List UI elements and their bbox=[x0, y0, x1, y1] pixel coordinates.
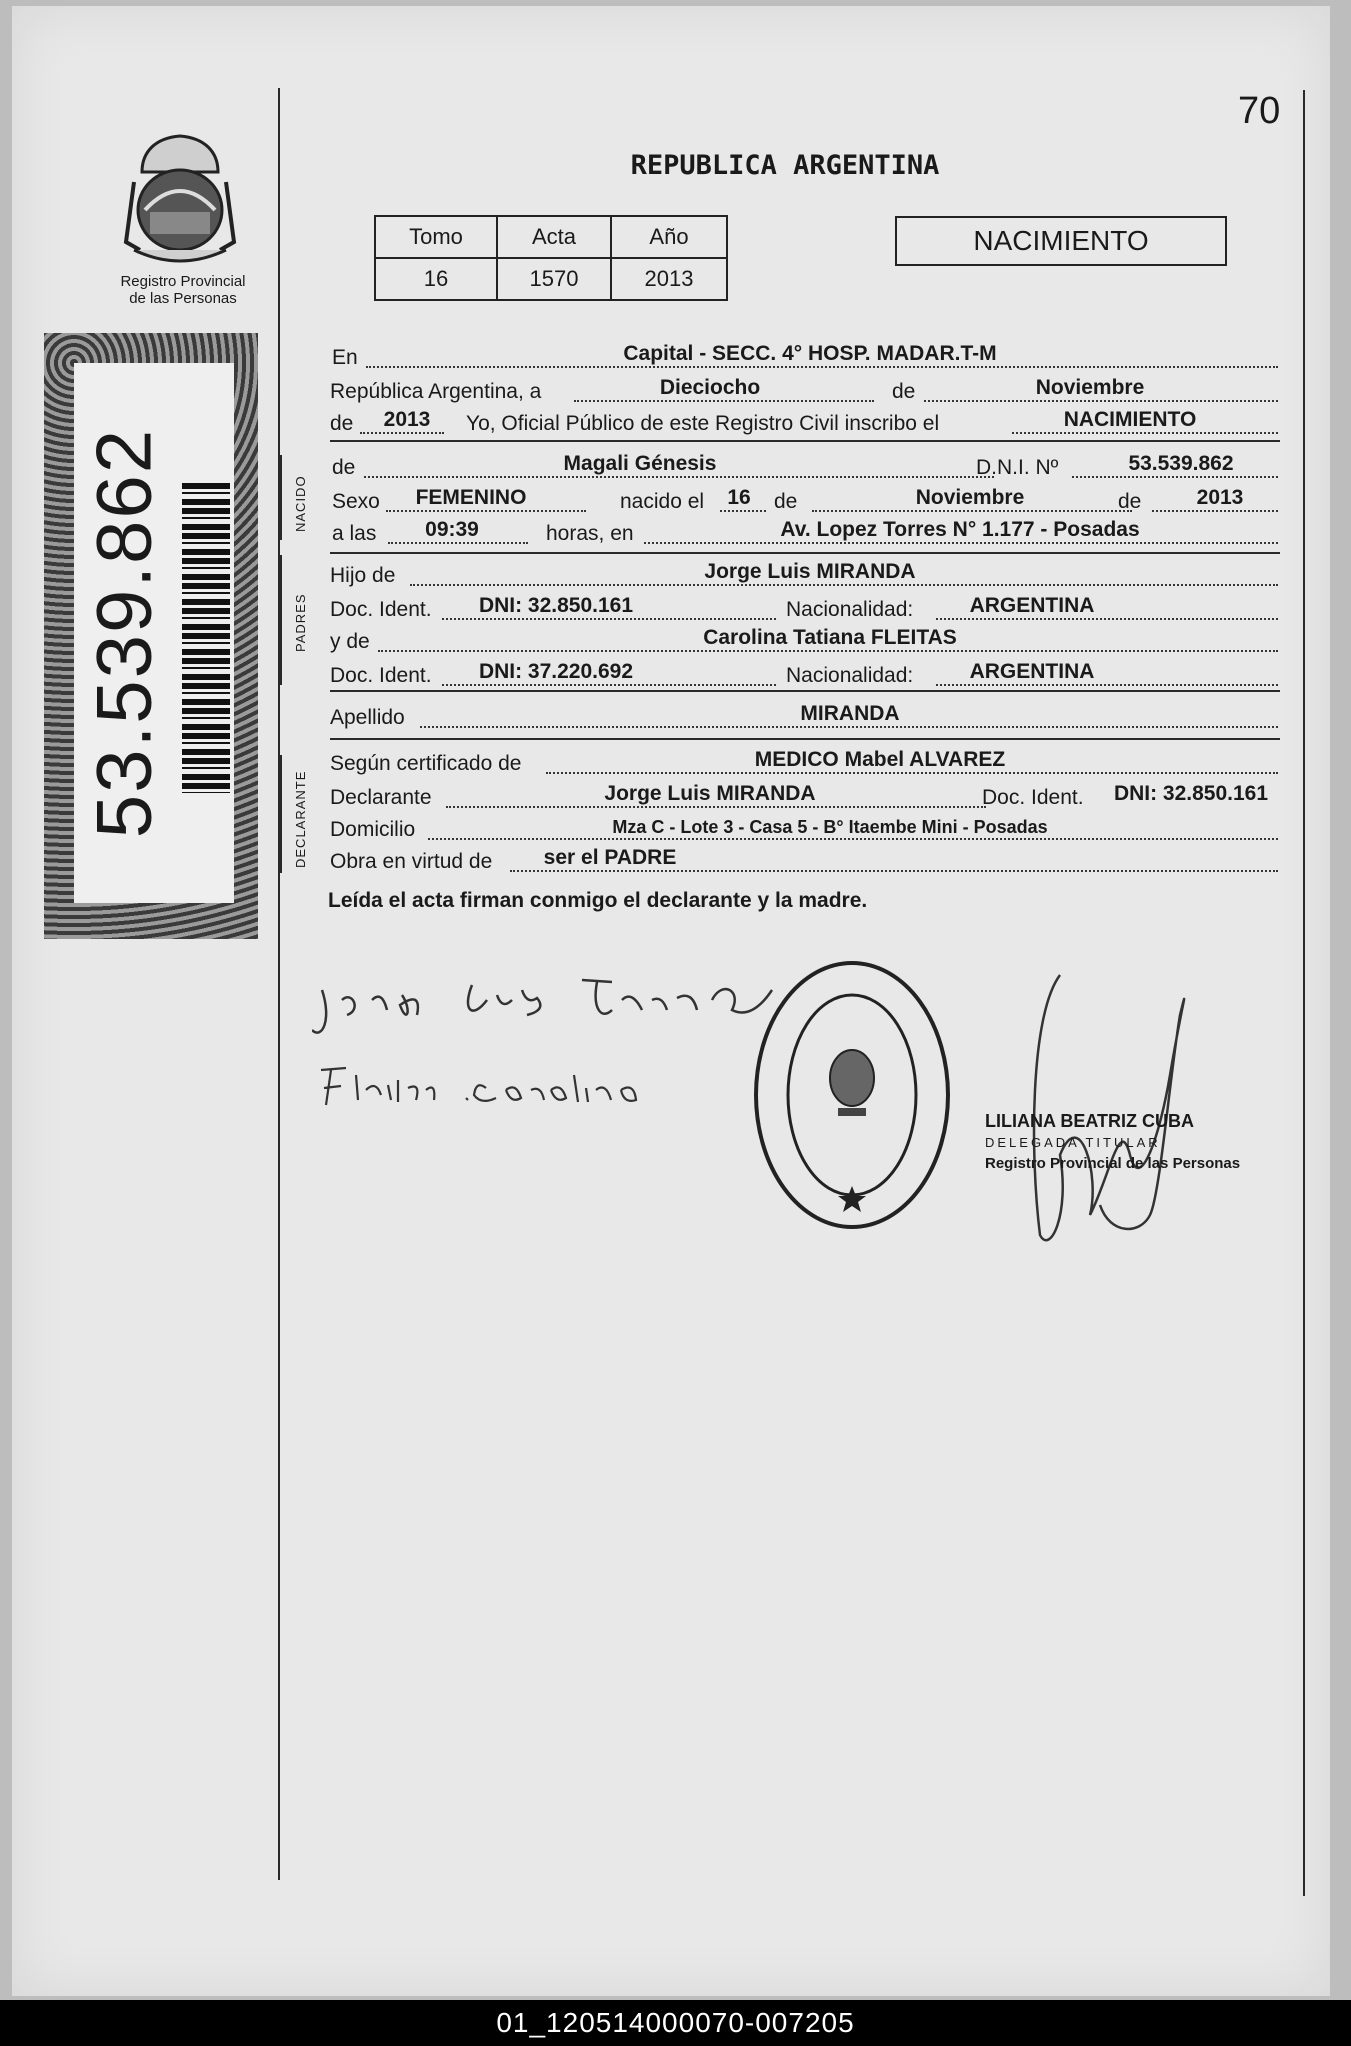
value-padre-nac: ARGENTINA bbox=[969, 594, 1095, 617]
label-nacionalidad-2: Nacionalidad: bbox=[786, 664, 914, 687]
registry-caption-line1: Registro Provincial bbox=[120, 273, 246, 290]
row-madre bbox=[330, 626, 1280, 656]
official-block bbox=[985, 1111, 1240, 1174]
label-de-nacido: de bbox=[332, 456, 356, 479]
record-header-anio: Año bbox=[611, 216, 727, 258]
row-nombre bbox=[330, 452, 1280, 482]
official-office: Registro Provincial de las Personas bbox=[985, 1155, 1241, 1172]
value-declarante: Jorge Luis MIRANDA bbox=[604, 782, 816, 805]
value-lugar-nac: Av. Lopez Torres N° 1.177 - Posadas bbox=[780, 518, 1140, 541]
value-declarante-doc: DNI: 32.850.161 bbox=[1113, 782, 1269, 805]
label-horas-en: horas, en bbox=[546, 522, 634, 545]
record-value-anio: 2013 bbox=[611, 258, 727, 300]
row-padre bbox=[330, 560, 1280, 590]
row-tipo-inscripcion bbox=[330, 408, 1280, 438]
record-header-tomo: Tomo bbox=[375, 216, 497, 258]
row-padre-doc bbox=[330, 594, 1280, 624]
official-signature bbox=[1020, 955, 1200, 1255]
label-segun: Según certificado de bbox=[330, 752, 522, 775]
record-value-tomo: 16 bbox=[375, 258, 497, 300]
row-apellido bbox=[330, 702, 1280, 732]
value-dni: 53.539.862 bbox=[1128, 452, 1234, 475]
left-margin-line bbox=[278, 88, 280, 1880]
barcode bbox=[182, 483, 230, 793]
value-mes-inscripcion: Noviembre bbox=[1035, 376, 1145, 399]
value-sexo: FEMENINO bbox=[415, 486, 527, 509]
value-hora: 09:39 bbox=[425, 518, 479, 541]
separator-line bbox=[330, 552, 1280, 554]
row-declarante bbox=[330, 782, 1280, 812]
file-id-bar: 01_120514000070-007205 bbox=[0, 2000, 1351, 2046]
label-declarante: Declarante bbox=[330, 786, 432, 809]
row-certificado bbox=[330, 748, 1280, 778]
closing-note: Leída el acta firman conmigo el declarante y la madre. bbox=[328, 889, 868, 912]
dni-label bbox=[74, 363, 234, 903]
misiones-coat-of-arms-logo bbox=[120, 132, 240, 272]
row-lugar bbox=[330, 342, 1280, 372]
value-obra: ser el PADRE bbox=[543, 846, 677, 869]
dni-security-panel bbox=[44, 333, 258, 939]
value-padre: Jorge Luis MIRANDA bbox=[704, 560, 916, 583]
record-type-box: NACIMIENTO bbox=[895, 216, 1227, 266]
label-obra: Obra en virtud de bbox=[330, 850, 493, 873]
official-stamp bbox=[752, 958, 952, 1232]
label-doc-ident-declarante: Doc. Ident. bbox=[982, 786, 1084, 809]
section-label-declarante: DECLARANTE bbox=[293, 770, 308, 868]
label-yo: Yo, Oficial Público de este Registro Civil inscribo el bbox=[466, 412, 940, 435]
label-doc-ident-1: Doc. Ident. bbox=[330, 598, 432, 621]
label-dni: D.N.I. Nº bbox=[976, 456, 1059, 479]
label-apellido: Apellido bbox=[330, 706, 405, 729]
label-y-de: y de bbox=[330, 630, 370, 653]
value-tipo: NACIMIENTO bbox=[1063, 408, 1197, 431]
value-lugar: Capital - SECC. 4° HOSP. MADAR.T-M bbox=[623, 342, 997, 365]
record-header-acta: Acta bbox=[497, 216, 611, 258]
document-title: REPUBLICA ARGENTINA bbox=[630, 150, 940, 181]
label-nacido-el: nacido el bbox=[620, 490, 705, 513]
row-obra bbox=[330, 846, 1280, 876]
separator-line bbox=[330, 440, 1280, 442]
value-dia-nac: 16 bbox=[727, 486, 751, 509]
value-apellido: MIRANDA bbox=[800, 702, 900, 725]
label-domicilio: Domicilio bbox=[330, 818, 416, 841]
section-line-declarante bbox=[280, 755, 282, 873]
record-value-acta: 1570 bbox=[497, 258, 611, 300]
value-padre-doc: DNI: 32.850.161 bbox=[478, 594, 634, 617]
official-role: DELEGADA TITULAR bbox=[985, 1135, 1161, 1150]
separator-line bbox=[330, 690, 1280, 692]
value-madre-nac: ARGENTINA bbox=[969, 660, 1095, 683]
page-number: 70 bbox=[1238, 90, 1281, 132]
label-hijo-de: Hijo de bbox=[330, 564, 396, 587]
label-a-las: a las bbox=[332, 522, 377, 545]
row-sexo bbox=[330, 486, 1280, 516]
record-table bbox=[374, 215, 728, 301]
label-de-1: de bbox=[892, 380, 916, 403]
registry-caption bbox=[100, 273, 266, 307]
value-anio-nac: 2013 bbox=[1196, 486, 1244, 509]
label-de-2: de bbox=[330, 412, 354, 435]
row-madre-doc bbox=[330, 660, 1280, 690]
label-republica: República Argentina, a bbox=[330, 380, 542, 403]
value-certificado: MEDICO Mabel ALVAREZ bbox=[754, 748, 1006, 771]
father-signature bbox=[312, 970, 782, 1050]
separator-line bbox=[330, 738, 1280, 740]
label-de-anio: de bbox=[1118, 490, 1142, 513]
official-name: LILIANA BEATRIZ CUBA bbox=[985, 1111, 1194, 1131]
registry-caption-line2: de las Personas bbox=[129, 290, 237, 307]
value-madre-doc: DNI: 37.220.692 bbox=[478, 660, 634, 683]
value-domicilio: Mza C - Lote 3 - Casa 5 - B° Itaembe Mini - Posadas bbox=[612, 817, 1048, 837]
value-dia-inscripcion: Dieciocho bbox=[659, 376, 761, 399]
label-nacionalidad-1: Nacionalidad: bbox=[786, 598, 914, 621]
section-line-nacido bbox=[280, 455, 282, 540]
label-doc-ident-2: Doc. Ident. bbox=[330, 664, 432, 687]
section-line-padres bbox=[280, 555, 282, 685]
right-margin-line bbox=[1303, 90, 1305, 1896]
row-fecha-inscripcion bbox=[330, 376, 1280, 406]
label-de-mes: de bbox=[774, 490, 798, 513]
row-hora-lugar bbox=[330, 518, 1280, 548]
section-label-padres: PADRES bbox=[293, 593, 308, 652]
label-sexo: Sexo bbox=[332, 490, 380, 513]
value-anio-inscripcion: 2013 bbox=[383, 408, 431, 431]
mother-signature bbox=[316, 1060, 656, 1120]
label-en: En bbox=[332, 346, 358, 369]
dni-number-vertical: 53.539.862 bbox=[79, 427, 168, 839]
value-mes-nac: Noviembre bbox=[915, 486, 1025, 509]
value-nombre: Magali Génesis bbox=[563, 452, 717, 475]
value-madre: Carolina Tatiana FLEITAS bbox=[703, 626, 957, 649]
section-label-nacido: NACIDO bbox=[293, 475, 308, 532]
row-domicilio bbox=[330, 814, 1280, 844]
